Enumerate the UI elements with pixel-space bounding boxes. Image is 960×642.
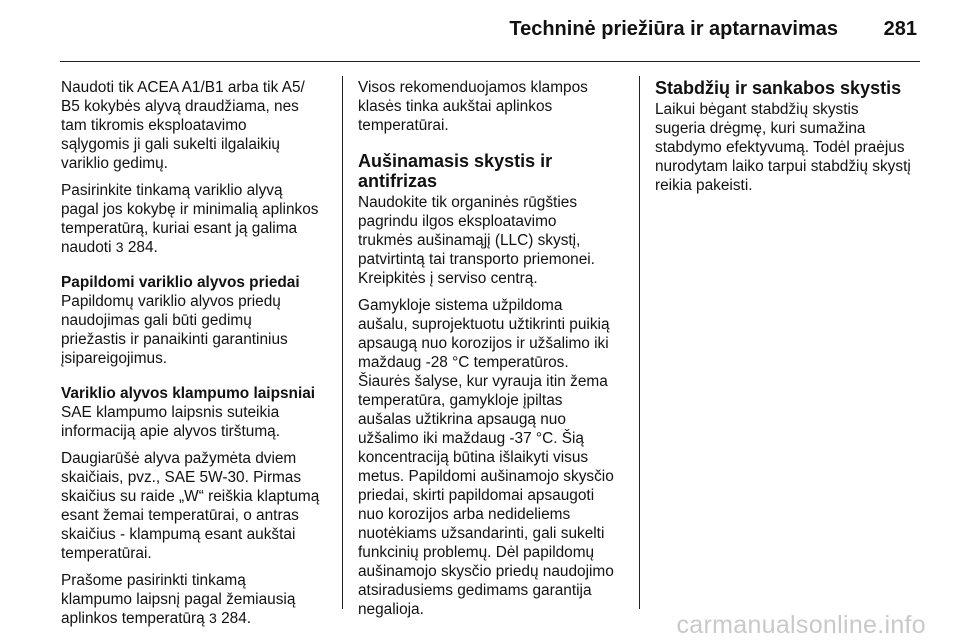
text-line: naudojimas gali būti gedimų: [61, 312, 252, 329]
text-line: aplinkos temperatūrą: [61, 610, 205, 627]
text-line: reikia pakeisti.: [655, 177, 753, 194]
text-line: Papildomų variklio alyvos priedų: [61, 293, 281, 310]
text-line: tam tikromis eksploatavimo: [61, 117, 247, 134]
page-title: Techninė priežiūra ir aptarnavimas: [509, 18, 838, 40]
text-line: esant žemai temperatūrai, o antras: [61, 507, 299, 524]
text-line: stabdymo efektyvumą. Todėl praėjus: [655, 139, 905, 156]
text-line: Daugiarūšė alyva pažymėta dviem: [61, 450, 297, 467]
text-line: Gamykloje sistema užpildoma: [358, 297, 563, 314]
text-line: pagal jos kokybę ir minimalią aplinkos: [61, 201, 319, 218]
text-line: Kreipkitės į serviso centrą.: [358, 270, 538, 287]
column-divider-2: [639, 76, 640, 609]
paragraph: [655, 100, 929, 195]
text-line: Prašome pasirinkti tinkamą: [61, 572, 246, 589]
text-line: aušalu, suprojektuotu užtikrinti puikią: [358, 316, 610, 333]
text-line: priedai, skirti papildomai apsaugoti: [358, 487, 595, 504]
text-line: užšalimo iki maždaug -37 °C. Šią: [358, 430, 584, 447]
text-line: SAE klampumo laipsnis suteikia: [61, 404, 280, 421]
text-line: temperatūrai.: [61, 545, 152, 562]
text-line: klampumo laipsnį pagal žemiausią: [61, 591, 296, 608]
page-header: [0, 0, 960, 62]
text-line: maždaug -28 °C temperatūros.: [358, 354, 569, 371]
text-line: naudoti: [61, 239, 112, 256]
column-divider-1: [342, 76, 343, 609]
column-1: [61, 78, 335, 636]
text-line: nuotėkiams užsandarinti, gali sukelti: [358, 525, 605, 542]
column-3: [655, 78, 929, 203]
paragraph: [61, 181, 335, 257]
page-reference[interactable]: 284.: [127, 239, 158, 256]
text-line: temperatūrai.: [358, 117, 449, 134]
text-line: skaičiais, pvz., SAE 5W-30. Pirmas: [61, 469, 302, 486]
paragraph: [358, 193, 630, 288]
text-line: nurodytam laiko tarpui stabdžių skystį: [655, 158, 911, 175]
text-line: klasės tinka aukštai aplinkos: [358, 98, 553, 115]
text-line: metus. Papildomi aušinamojo skysčio: [358, 468, 614, 485]
section-subheading: Variklio alyvos klampumo laipsniai: [61, 385, 316, 402]
paragraph: [61, 403, 335, 441]
text-line: sugeria drėgmę, kuri sumažina: [655, 120, 866, 137]
text-line: Naudokite tik organinės rūgšties: [358, 194, 578, 211]
watermark: carmanualsonline.info: [676, 611, 926, 639]
text-line: Šiaurės šalyse, kur vyrauja itin žema: [358, 373, 608, 390]
section-subheading: Papildomi variklio alyvos priedai: [61, 274, 300, 291]
text-line: B5 kokybės alyvą draudžiama, nes: [61, 98, 299, 115]
text-line: Pasirinkite tinkamą variklio alyvą: [61, 182, 283, 199]
paragraph: [61, 571, 335, 628]
text-line: aušinamojo skysčio priedų naudojimo: [358, 563, 614, 580]
paragraph: [61, 449, 335, 563]
text-line: funkcinių problemų. Dėl papildomų: [358, 544, 595, 561]
page-reference-arrow-icon: 3: [209, 610, 217, 626]
paragraph: [358, 78, 630, 135]
text-line: įsipareigojimus.: [61, 350, 168, 367]
text-line: patvirtintą tai transporto priemonei.: [358, 251, 595, 268]
text-line: informaciją apie alyvos tirštumą.: [61, 423, 280, 440]
text-line: variklio gedimų.: [61, 155, 168, 172]
text-line: temperatūra, gamykloje įpiltas: [358, 392, 563, 409]
section-title-brake-fluid: Stabdžių ir sankabos skystis: [655, 78, 902, 98]
paragraph: [61, 292, 335, 368]
text-line: skaičius su raide „W“ reiškia klaptumą: [61, 488, 320, 505]
section-title-coolant: Aušinamasis skystis ir antifrizas: [358, 151, 553, 191]
page-number: 281: [883, 18, 917, 40]
header-divider: [60, 61, 920, 62]
text-line: atsiradusiems gedimams garantija: [358, 582, 592, 599]
text-line: apsaugą nuo korozijos ir užšalimo iki: [358, 335, 609, 352]
text-line: Visos rekomenduojamos klampos: [358, 79, 588, 96]
text-line: trukmės aušinamąjį (LLC) skystį,: [358, 232, 581, 249]
text-line: Naudoti tik ACEA A1/B1 arba tik A5/: [61, 79, 305, 96]
paragraph: [61, 78, 335, 173]
text-line: sąlygomis ji gali sukelti ilgalaikių: [61, 136, 280, 153]
text-line: nuo korozijos arba nedideliems: [358, 506, 571, 523]
text-line: priežastis ir panaikinti garantinius: [61, 331, 288, 348]
paragraph: [358, 296, 630, 619]
text-line: skaičius - klampumą esant aukštai: [61, 526, 296, 543]
column-2: [358, 78, 630, 627]
page-reference[interactable]: 284.: [221, 610, 252, 627]
page-reference-arrow-icon: 3: [115, 239, 124, 255]
text-line: negalioja.: [358, 601, 424, 618]
text-line: temperatūrą, kuriai esant ją galima: [61, 220, 298, 237]
text-line: Laikui bėgant stabdžių skystis: [655, 101, 859, 118]
text-line: koncentraciją būtina išlaikyti visus: [358, 449, 589, 466]
text-line: pagrindu ilgos eksploatavimo: [358, 213, 557, 230]
text-line: aušalas užtikrina apsaugą nuo: [358, 411, 566, 428]
